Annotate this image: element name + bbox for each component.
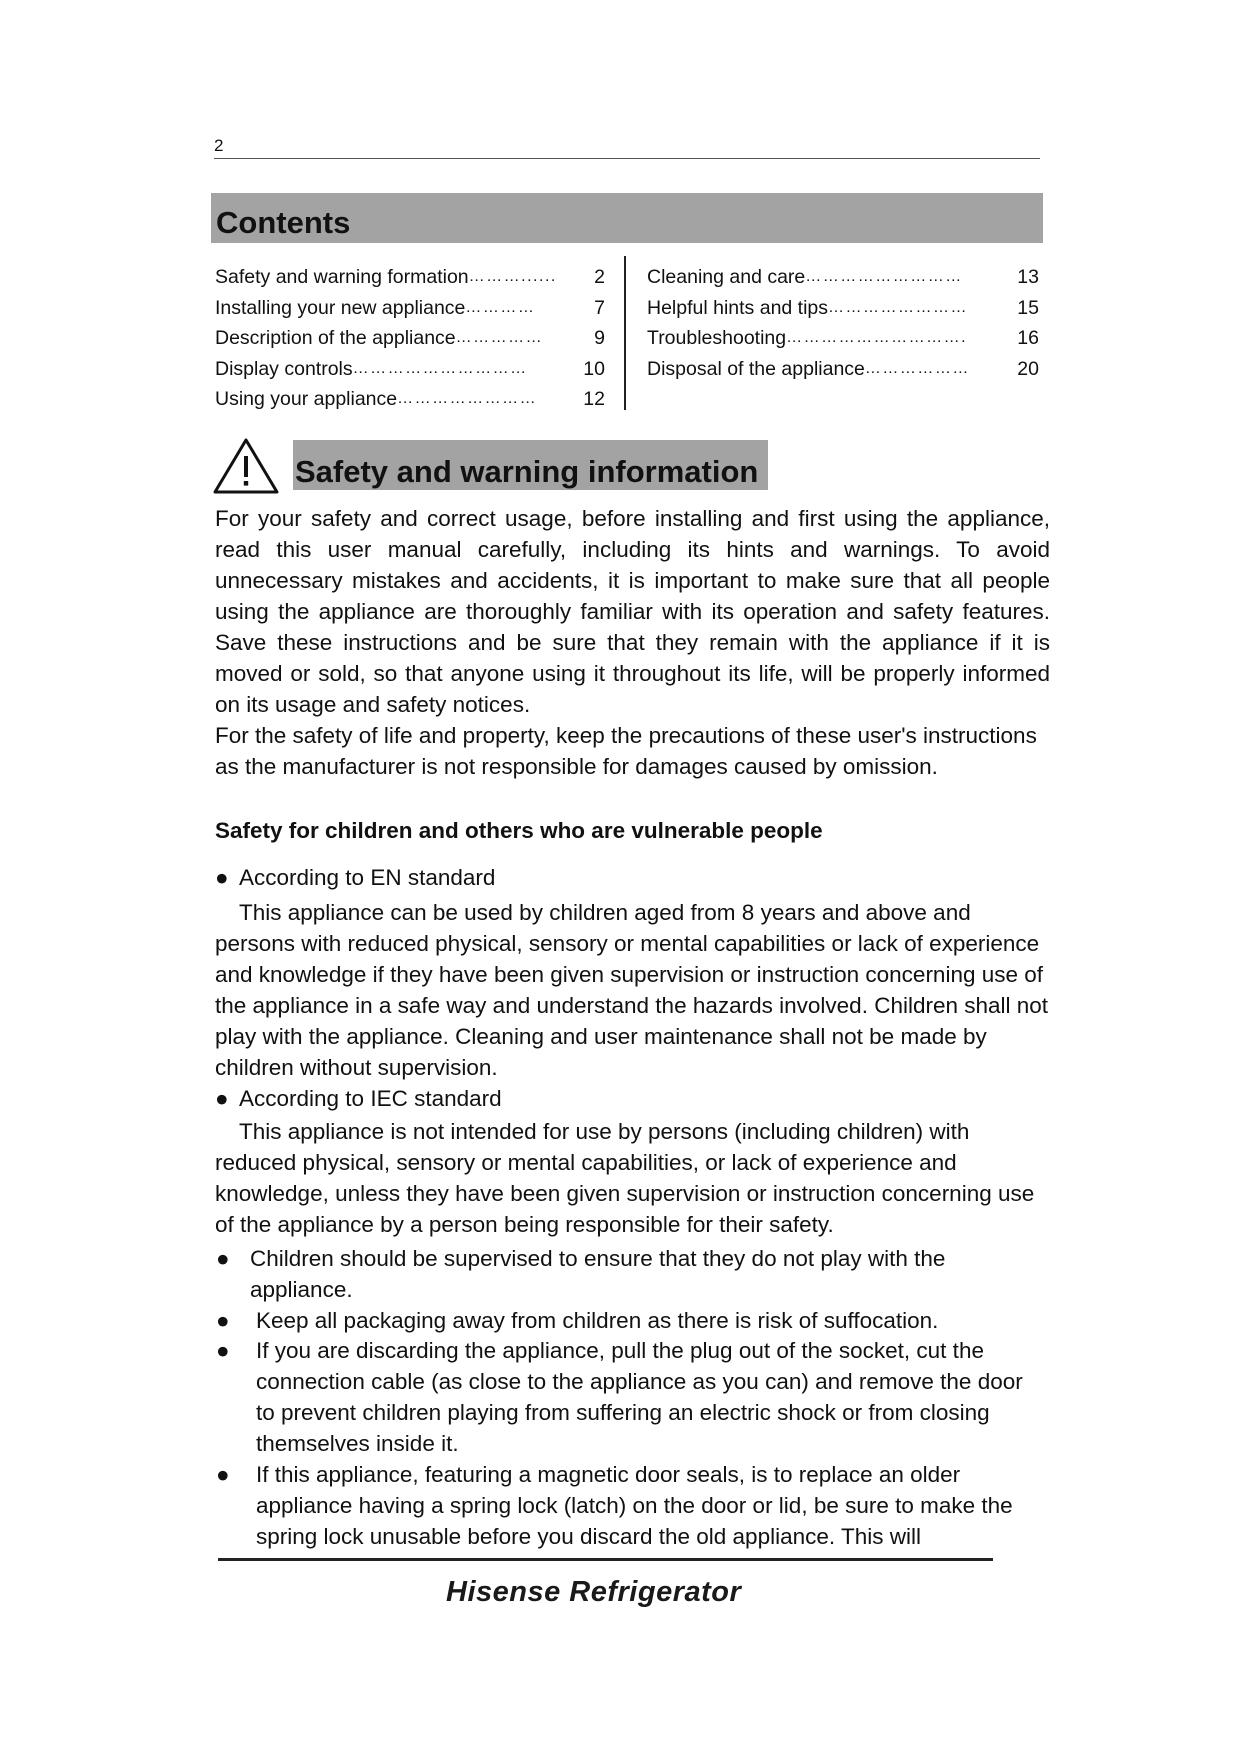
contents-header-bar	[211, 193, 1043, 243]
toc-entry[interactable]: Safety and warning formation ………...... 2	[215, 266, 605, 288]
en-standard-text: This appliance can be used by children aged from 8 years and above and persons with reduced physical, sensory or mental capabilities or lack of experience and knowledge if they have been given supervision or instruction concerning use of the appliance in a safe way and understand the hazards involved. Children shall not play with the appliance. Cleaning and user maintenance shall not be made by children without supervision.	[215, 900, 1049, 1080]
bullet-icon: ●	[215, 1086, 229, 1111]
list-item: ● Children should be supervised to ensure that they do not play with the appliance.	[250, 1243, 1010, 1305]
liability-paragraph: For the safety of life and property, keep the precautions of these user's instructions as the manufacturer is not responsible for damages caused by omission.	[215, 723, 1037, 779]
bullet-icon: ●	[216, 1246, 230, 1271]
contents-title: Contents	[216, 205, 351, 240]
toc-entry[interactable]: Cleaning and care ……………………… 13	[647, 266, 1039, 288]
safety-title: Safety and warning information	[295, 454, 759, 489]
bullet-icon: ●	[216, 1308, 230, 1333]
list-item: ● If you are discarding the appliance, pull the plug out of the socket, cut the connection cable (as close to the appliance as you can) and remove the door to prevent children playing from suffering an electric shock or from closing themselves inside it.	[256, 1335, 1046, 1459]
bottom-rule	[218, 1558, 993, 1561]
toc-left-column	[215, 262, 605, 415]
en-standard-label: ● According to EN standard	[215, 862, 495, 893]
list-item: ● Keep all packaging away from children as there is risk of suffocation.	[256, 1305, 1046, 1336]
page-number: 2	[214, 136, 224, 155]
toc-entry[interactable]: Troubleshooting …………………………. 16	[647, 327, 1039, 349]
iec-standard-label: ● According to IEC standard	[215, 1083, 502, 1114]
iec-standard-text: This appliance is not intended for use by persons (including children) with reduced physical, sensory or mental capabilities, or lack of experience and knowledge, unless they have been given supervision or instruction concerning use of the appliance by a person being responsible for their safety.	[215, 1119, 1035, 1237]
list-item: ● If this appliance, featuring a magnetic door seals, is to replace an older appliance having a spring lock (latch) on the door or lid, be sure to make the spring lock unusable before you discard the old appliance. This will	[256, 1459, 1036, 1552]
bullet-icon: ●	[215, 865, 229, 890]
intro-paragraph: For your safety and correct usage, before installing and first using the appliance, read this user manual carefully, including its hints and warnings. To avoid unnecessary mistakes and accidents, it is important to make sure that all people using the appliance are thoroughly familiar with its operation and safety features. Save these instructions and be sure that they remain with the appliance if it is moved or sold, so that anyone using it throughout its life, will be properly informed on its usage and safety notices.	[215, 506, 1050, 717]
toc-divider	[624, 256, 626, 410]
bullet-icon: ●	[216, 1338, 230, 1363]
safety-header-bar	[293, 440, 768, 490]
warning-triangle-icon	[212, 437, 280, 495]
toc-entry[interactable]: Description of the appliance …………… 9	[215, 327, 605, 349]
toc-entry[interactable]: Using your appliance …………………… 12	[215, 388, 605, 410]
toc-entry[interactable]: Installing your new appliance ………… 7	[215, 296, 605, 319]
children-safety-heading: Safety for children and others who are vulnerable people	[215, 818, 823, 843]
bullet-icon: ●	[216, 1462, 230, 1487]
toc-right-column	[647, 262, 1039, 384]
toc-entry[interactable]: Helpful hints and tips …………………… 15	[647, 296, 1039, 319]
toc-entry[interactable]: Disposal of the appliance ……………… 20	[647, 357, 1039, 380]
toc-entry[interactable]: Display controls ………………………… 10	[215, 357, 605, 380]
brand-footer: Hisense Refrigerator	[446, 1576, 742, 1608]
top-rule	[214, 158, 1040, 159]
